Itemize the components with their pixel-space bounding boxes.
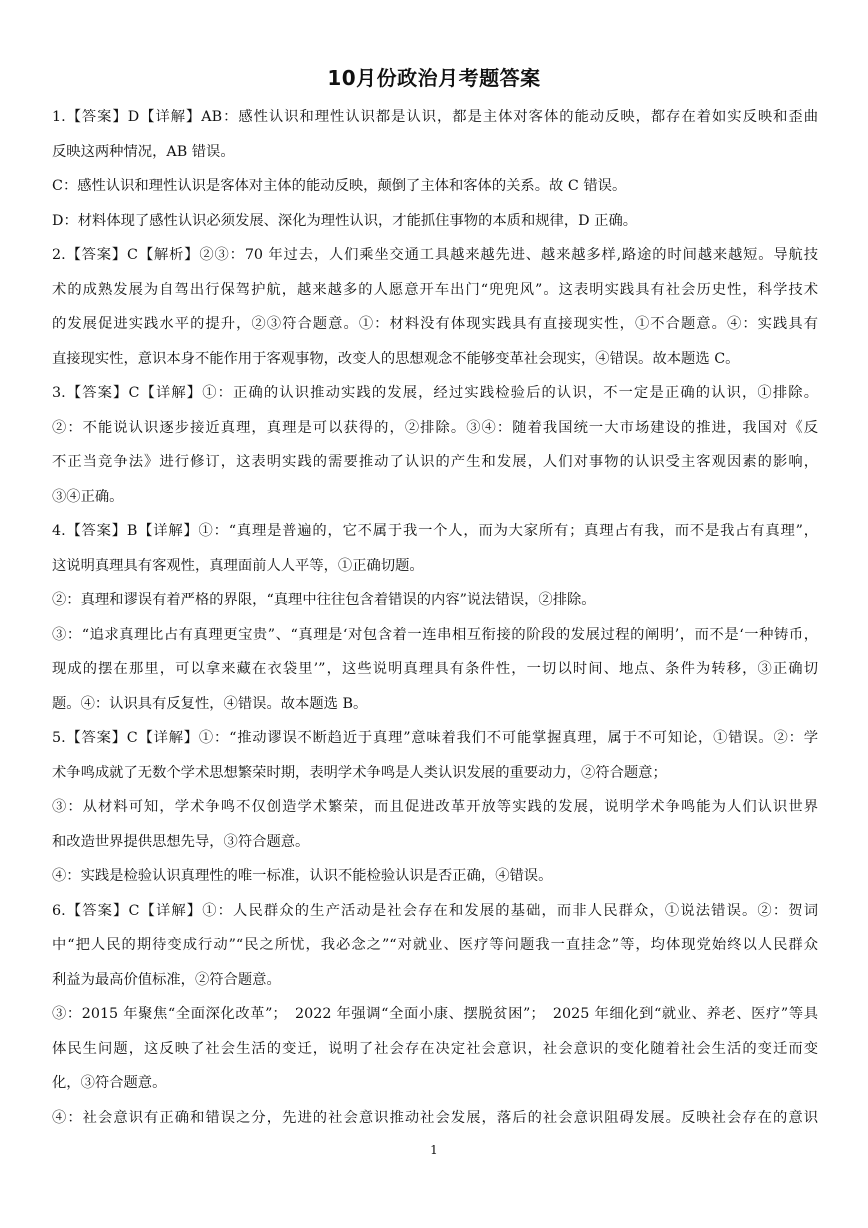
text-line: 这说明真理具有客观性，真理面前人人平等，①正确切题。: [52, 557, 424, 574]
text-line: 3.【答案】C【详解】①：正确的认识推动实践的发展，经过实践检验后的认识，不一定是正确的认识，①排除。: [52, 385, 818, 401]
text-line: 2.【答案】C【解析】②③：70 年过去，人们乘坐交通工具越来越先进、越来越多样,路途的时间越来越短。导航技: [52, 247, 818, 263]
text-line: 4.【答案】B【详解】①：“真理是普遍的，它不属于我一个人，而为大家所有；真理占有我，而不是我占有真理”，: [52, 523, 818, 539]
text-line: ②：真理和谬误有着严格的界限，“真理中往往包含着错误的内容”说法错误，②排除。: [52, 592, 596, 608]
text-line: ③：2015 年聚焦“全面深化改革”； 2022 年强调“全面小康、摆脱贫困”； 2025 年细化到“就业、养老、医疗”等具: [52, 1006, 818, 1022]
text-line: C：感性认识和理性认识是客体对主体的能动反映，颠倒了主体和客体的关系。故 C 错误。: [52, 178, 627, 194]
text-line: 利益为最高价值标准，②符合题意。: [52, 971, 281, 988]
answer-body: [52, 103, 818, 1138]
text-line: 和改造世界提供思想先导，③符合题意。: [52, 833, 310, 850]
text-line: 中“把人民的期待变成行动”“民之所忧，我必念之”“对就业、医疗等问题我一直挂念”等，均体现党始终以人民群众: [52, 937, 818, 953]
text-line: ③④正确。: [52, 488, 124, 505]
text-line: 术争鸣成就了无数个学术思想繁荣时期，表明学术争鸣是人类认识发展的重要动力，②符合题意；: [52, 764, 667, 781]
text-line: ④：社会意识有正确和错误之分，先进的社会意识推动社会发展，落后的社会意识阻碍发展。反映社会存在的意识: [52, 1109, 818, 1126]
text-line: ③：“追求真理比占有真理更宝贵”、“真理是‘对包含着一连串相互衔接的阶段的发展过程的阐明’，而不是‘一种铸币，: [52, 626, 818, 643]
text-line: 5.【答案】C【详解】①：“推动谬误不断趋近于真理”意味着我们不可能掌握真理，属于不可知论，①错误。②：学: [52, 730, 818, 746]
text-line: D：材料体现了感性认识必须发展、深化为理性认识，才能抓住事物的本质和规律，D 正确。: [52, 212, 638, 229]
text-line: 反映这两种情况，AB 错误。: [52, 143, 235, 160]
text-line: 题。④：认识具有反复性，④错误。故本题选 B。: [52, 695, 368, 712]
text-line: 6.【答案】C【详解】①：人民群众的生产活动是社会存在和发展的基础，而非人民群众，①说法错误。②：贺词: [52, 902, 818, 919]
text-line: 化，③符合题意。: [52, 1075, 167, 1091]
text-line: 术的成熟发展为自驾出行保驾护航，越来越多的人愿意开车出门“兜兜风”。这表明实践具有社会历史性，科学技术: [52, 281, 818, 298]
text-line: 1.【答案】D【详解】AB：感性认识和理性认识都是认识，都是主体对客体的能动反映，都存在着如实反映和歪曲: [52, 109, 818, 125]
page-number: 1: [430, 1143, 438, 1157]
text-line: 的发展促进实践水平的提升，②③符合题意。①：材料没有体现实践具有直接现实性，①不合题意。④：实践具有: [52, 316, 818, 332]
text-line: 现成的摆在那里，可以拿来藏在衣袋里’”，这些说明真理具有条件性，一切以时间、地点、条件为转移，③正确切: [52, 661, 818, 677]
text-line: ③：从材料可知，学术争鸣不仅创造学术繁荣，而且促进改革开放等实践的发展，说明学术争鸣能为人们认识世界: [52, 799, 818, 815]
text-line: 体民生问题，这反映了社会生活的变迁，说明了社会存在决定社会意识，社会意识的变化随着社会生活的变迁而变: [52, 1040, 818, 1057]
text-line: 不正当竞争法》进行修订，这表明实践的需要推动了认识的产生和发展，人们对事物的认识受主客观因素的影响，: [52, 454, 818, 470]
text-line: ④：实践是检验认识真理性的唯一标准，认识不能检验认识是否正确，④错误。: [52, 868, 553, 884]
text-line: ②：不能说认识逐步接近真理，真理是可以获得的，②排除。③④：随着我国统一大市场建设的推进，我国对《反: [52, 419, 818, 436]
text-line: 直接现实性，意识本身不能作用于客观事物，改变人的思想观念不能够变革社会现实，④错误。故本题选 C。: [52, 350, 740, 367]
page-title: 10月份政治月考题答案: [327, 66, 541, 90]
